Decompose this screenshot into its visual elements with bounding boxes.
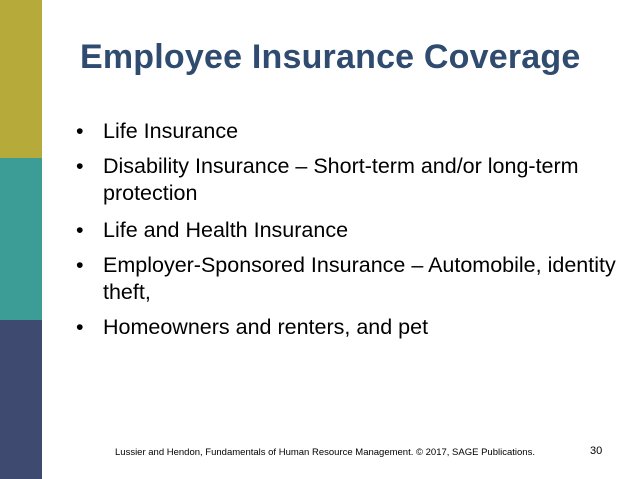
bullet-text: Disability Insurance – Short-term and/or long-term protection [103,154,579,205]
bullet-dot-icon: • [76,119,84,143]
footer-citation: Lussier and Hendon, Fundamentals of Human Resource Management. © 2017, SAGE Publications. [115,447,535,458]
bullet-item [76,252,621,306]
bullet-text: Homeowners and renters, and pet [103,315,429,339]
bullet-item [76,314,621,341]
bullet-dot-icon: • [76,218,84,242]
bullet-item [76,118,621,145]
bullet-item [76,217,621,244]
bullet-dot-icon: • [76,154,84,178]
olive-band [0,0,42,158]
bullet-text: Employer-Sponsored Insurance – Automobile, identity theft, [103,253,616,304]
page-number: 30 [590,445,603,457]
bullet-dot-icon: • [76,253,84,277]
navy-band [0,320,42,479]
bullet-list [76,118,621,349]
bullet-item [76,153,621,207]
bullet-dot-icon: • [76,315,84,339]
bullet-text: Life Insurance [103,119,239,143]
side-color-bar [0,0,42,479]
bullet-text: Life and Health Insurance [103,218,349,242]
slide-title: Employee Insurance Coverage [80,38,581,76]
teal-band [0,158,42,320]
